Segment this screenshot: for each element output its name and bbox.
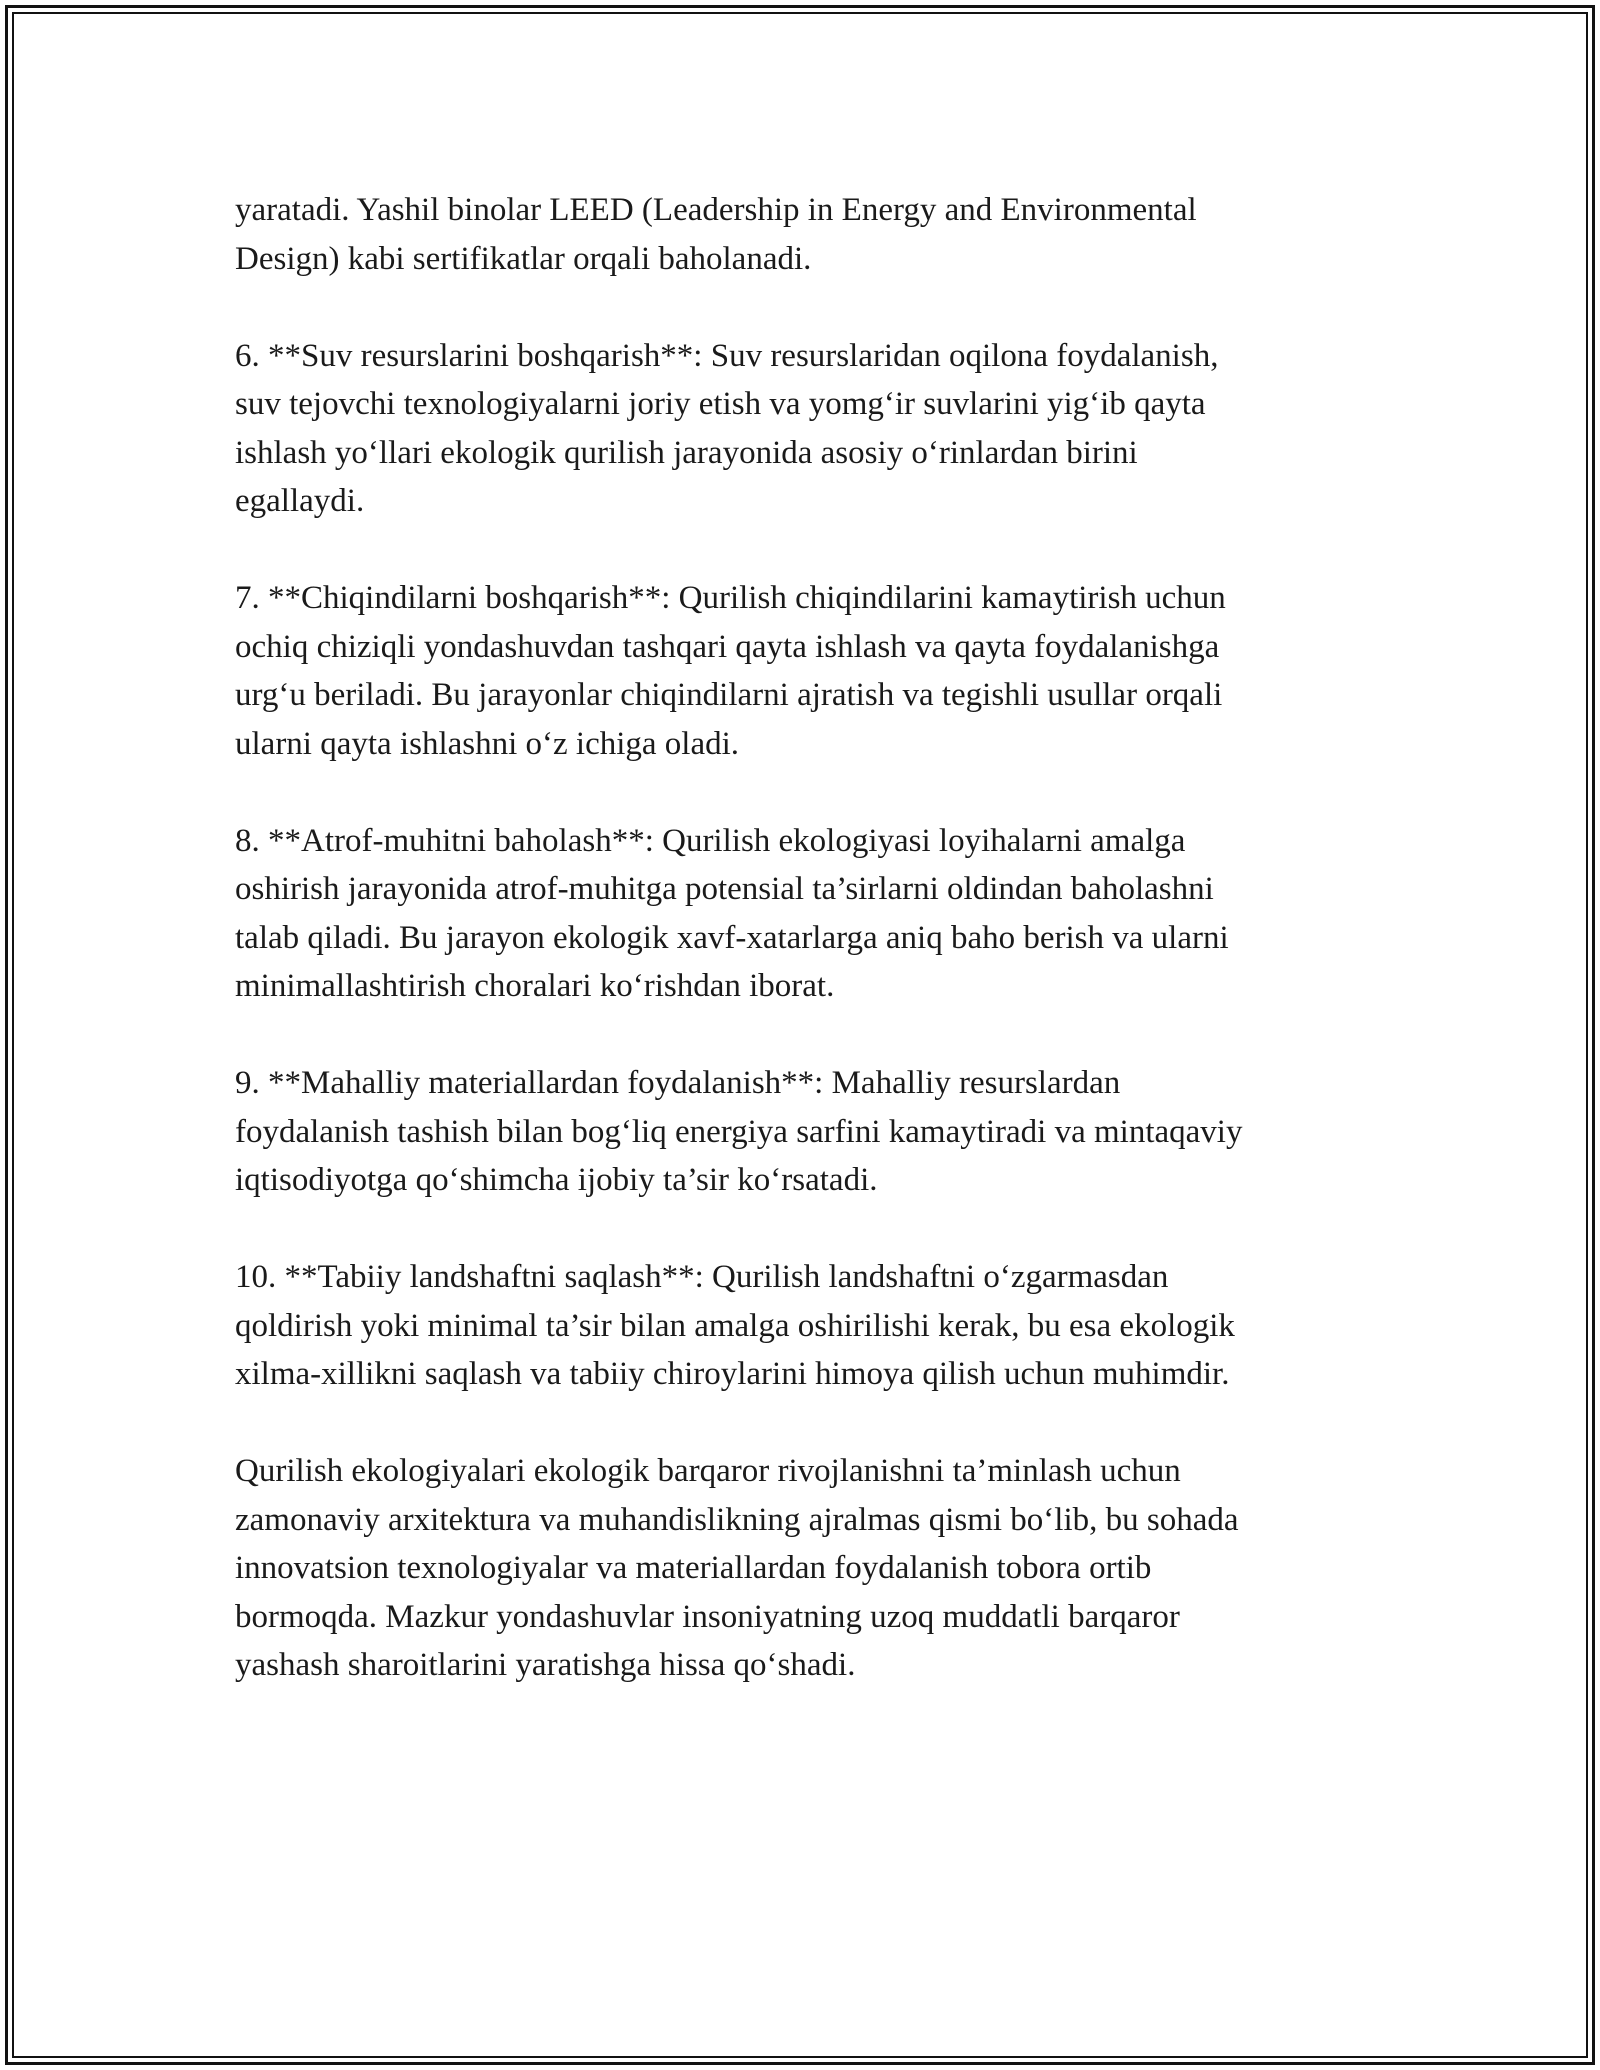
text-line: bormoqda. Mazkur yondashuvlar insoniyatning uzoq muddatli barqaror (235, 1598, 1180, 1635)
text-line: ishlash yo‘llari ekologik qurilish jarayonida asosiy o‘rinlardan birini (235, 434, 1138, 471)
text-line: Qurilish ekologiyalari ekologik barqaror rivojlanishni ta’minlash uchun (235, 1453, 1181, 1489)
text-line: 7. **Chiqindilarni boshqarish**: Qurilish chiqindilarini kamaytirish uchun (235, 580, 1226, 616)
paragraph-conclusion (235, 1447, 1375, 1690)
paragraph-item-6 (235, 332, 1375, 526)
text-line: innovatsion texnologiyalar va materiallardan foydalanish tobora ortib (235, 1550, 1152, 1586)
text-line: suv tejovchi texnologiyalarni joriy etish va yomg‘ir suvlarini yig‘ib qayta (235, 386, 1206, 422)
text-line: 8. **Atrof-muhitni baholash**: Qurilish ekologiyasi loyihalarni amalga (235, 822, 1186, 859)
text-line: qoldirish yoki minimal ta’sir bilan amalga oshirilishi kerak, bu esa ekologik (235, 1307, 1235, 1344)
paragraph-item-10 (235, 1253, 1375, 1399)
text-line: foydalanish tashish bilan bog‘liq energiya sarfini kamaytiradi va mintaqaviy (235, 1113, 1243, 1150)
text-line: minimallashtirish choralari ko‘rishdan iborat. (235, 968, 835, 1004)
text-line: 9. **Mahalliy materiallardan foydalanish**: Mahalliy resurslardan (235, 1065, 1121, 1101)
text-line: yaratadi. Yashil binolar LEED (Leadership in Energy and Environmental (235, 192, 1197, 228)
text-line: talab qiladi. Bu jarayon ekologik xavf-xatarlarga aniq baho berish va ularni (235, 919, 1229, 956)
paragraph-item-9 (235, 1059, 1375, 1205)
text-line: 6. **Suv resurslarini boshqarish**: Suv resurslaridan oqilona foydalanish, (235, 337, 1219, 374)
text-line: ularni qayta ishlashni o‘z ichiga oladi. (235, 725, 740, 762)
text-line: zamonaviy arxitektura va muhandislikning ajralmas qismi bo‘lib, bu sohada (235, 1501, 1239, 1538)
paragraph-intro-continued (235, 186, 1375, 283)
text-line: yashash sharoitlarini yaratishga hissa qo‘shadi. (235, 1647, 856, 1683)
text-line: ochiq chiziqli yondashuvdan tashqari qayta ishlash va qayta foydalanishga (235, 628, 1220, 665)
text-line: oshirish jarayonida atrof-muhitga potensial ta’sirlarni oldindan baholashni (235, 871, 1214, 907)
paragraph-item-8 (235, 817, 1375, 1011)
text-line: egallaydi. (235, 483, 365, 519)
text-line: Design) kabi sertifikatlar orqali baholanadi. (235, 240, 812, 277)
text-line: 10. **Tabiiy landshaftni saqlash**: Qurilish landshaftni o‘zgarmasdan (235, 1259, 1169, 1295)
text-line: xilma-xillikni saqlash va tabiiy chiroylarini himoya qilish uchun muhimdir. (235, 1356, 1230, 1392)
paragraph-item-7 (235, 574, 1375, 768)
document-body (235, 186, 1375, 1738)
text-line: iqtisodiyotga qo‘shimcha ijobiy ta’sir ko‘rsatadi. (235, 1162, 878, 1198)
text-line: urg‘u beriladi. Bu jarayonlar chiqindilarni ajratish va tegishli usullar orqali (235, 677, 1223, 713)
